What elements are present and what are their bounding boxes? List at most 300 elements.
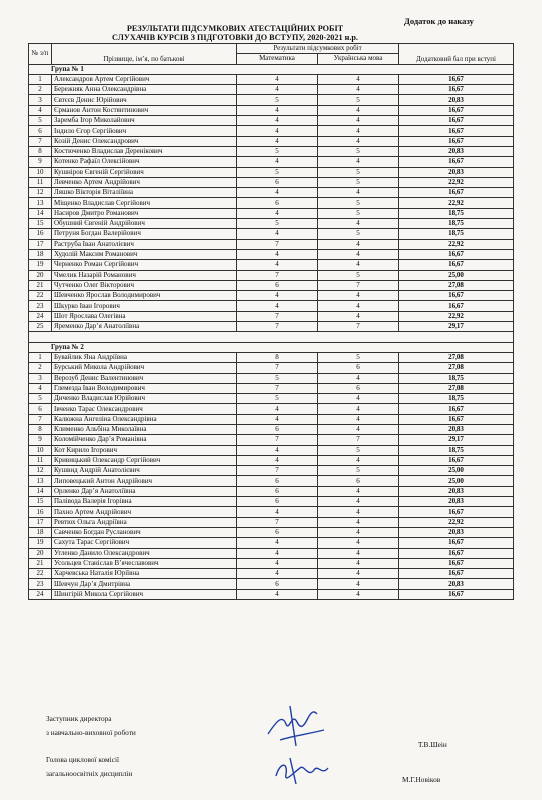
ukrainian-score: 5	[318, 167, 399, 177]
ukrainian-score: 4	[318, 507, 399, 517]
student-name: Котенко Рафаїл Олексійович	[52, 157, 237, 167]
ukrainian-score: 4	[318, 455, 399, 465]
student-name: Обушний Євгеній Андрійович	[52, 219, 237, 229]
row-number: 4	[29, 105, 52, 115]
ukrainian-score: 5	[318, 95, 399, 105]
math-score: 7	[237, 435, 318, 445]
row-number: 3	[29, 373, 52, 383]
ukrainian-score: 4	[318, 373, 399, 383]
row-number: 15	[29, 219, 52, 229]
head-name: М.Г.Новіков	[402, 775, 441, 784]
table-row	[29, 229, 514, 239]
math-score: 4	[237, 301, 318, 311]
student-name: Чмелик Назарій Романович	[52, 270, 237, 280]
student-name: Індило Єгор Сергійович	[52, 126, 237, 136]
student-name: Кушвид Андрій Анатолієвич	[52, 466, 237, 476]
ukrainian-score: 4	[318, 249, 399, 259]
bonus-score: 20,83	[399, 146, 514, 156]
row-number: 22	[29, 291, 52, 301]
table-row	[29, 497, 514, 507]
student-name: Усольцев Станіслав В’ячеславович	[52, 558, 237, 568]
math-score: 4	[237, 249, 318, 259]
bonus-score: 20,83	[399, 167, 514, 177]
table-row	[29, 167, 514, 177]
header-num: № з/п	[29, 44, 52, 65]
table-row	[29, 280, 514, 290]
math-score: 7	[237, 517, 318, 527]
results-body	[29, 64, 514, 599]
math-score: 4	[237, 445, 318, 455]
student-name: Ляшко Вікторія Віталіївна	[52, 188, 237, 198]
bonus-score: 16,67	[399, 74, 514, 84]
ukrainian-score: 5	[318, 146, 399, 156]
header-name: Прізвище, ім’я, по батькові	[52, 44, 237, 65]
row-number: 14	[29, 208, 52, 218]
bonus-score: 16,67	[399, 404, 514, 414]
document-title	[60, 24, 410, 42]
student-name: Сахута Тарас Сергійович	[52, 538, 237, 548]
row-number: 1	[29, 352, 52, 362]
bonus-score: 22,92	[399, 198, 514, 208]
bonus-score: 25,00	[399, 476, 514, 486]
table-row	[29, 260, 514, 270]
ukrainian-score: 5	[318, 177, 399, 187]
table-row	[29, 476, 514, 486]
student-name: Бурський Микола Андрійович	[52, 363, 237, 373]
row-number: 21	[29, 280, 52, 290]
math-score: 5	[237, 373, 318, 383]
row-number: 1	[29, 74, 52, 84]
row-number: 7	[29, 414, 52, 424]
bonus-score: 16,67	[399, 538, 514, 548]
table-row	[29, 455, 514, 465]
deputy-title-1: Заступник директора	[46, 714, 112, 723]
table-row	[29, 177, 514, 187]
math-score: 6	[237, 579, 318, 589]
deputy-title-2: з навчально-виховної роботи	[46, 728, 136, 737]
row-number: 15	[29, 497, 52, 507]
ukrainian-score: 4	[318, 569, 399, 579]
row-number: 18	[29, 527, 52, 537]
ukrainian-score: 7	[318, 322, 399, 332]
ukrainian-score: 4	[318, 291, 399, 301]
table-row	[29, 322, 514, 332]
row-number: 13	[29, 476, 52, 486]
math-score: 4	[237, 455, 318, 465]
ukrainian-score: 6	[318, 383, 399, 393]
bonus-score: 16,67	[399, 548, 514, 558]
math-score: 6	[237, 280, 318, 290]
row-number: 12	[29, 466, 52, 476]
student-name: Петруня Богдан Валерійович	[52, 229, 237, 239]
math-score: 6	[237, 177, 318, 187]
student-name: Верозуб Денис Валентинович	[52, 373, 237, 383]
bonus-score: 20,83	[399, 486, 514, 496]
header-row-1	[29, 44, 514, 54]
math-score: 4	[237, 116, 318, 126]
student-name: Савченко Богдан Русланович	[52, 527, 237, 537]
row-number: 25	[29, 322, 52, 332]
ukrainian-score: 4	[318, 486, 399, 496]
table-row	[29, 270, 514, 280]
student-name: Яременко Дар’я Анатоліївна	[52, 322, 237, 332]
row-number: 10	[29, 167, 52, 177]
math-score: 7	[237, 466, 318, 476]
row-number: 11	[29, 455, 52, 465]
ukrainian-score: 5	[318, 466, 399, 476]
table-row	[29, 589, 514, 599]
student-name: Диченко Владислав Юрійович	[52, 394, 237, 404]
student-name: Кот Кирило Ігорович	[52, 445, 237, 455]
ukrainian-score: 7	[318, 280, 399, 290]
bonus-score: 25,00	[399, 270, 514, 280]
ukrainian-score: 4	[318, 394, 399, 404]
student-name: Шот Ярослава Олегівна	[52, 311, 237, 321]
row-number: 6	[29, 404, 52, 414]
bonus-score: 16,67	[399, 558, 514, 568]
row-number: 12	[29, 188, 52, 198]
group-gap	[29, 332, 514, 342]
bonus-score: 16,67	[399, 105, 514, 115]
student-name: Харчевська Наталія Юріївна	[52, 569, 237, 579]
math-score: 4	[237, 126, 318, 136]
bonus-score: 20,83	[399, 424, 514, 434]
student-name: Глемезда Іван Володимирович	[52, 383, 237, 393]
bonus-score: 16,67	[399, 157, 514, 167]
math-score: 7	[237, 311, 318, 321]
bonus-score: 18,75	[399, 394, 514, 404]
student-name: Шевчун Дар’я Дмитрівна	[52, 579, 237, 589]
table-row	[29, 373, 514, 383]
ukrainian-score: 4	[318, 517, 399, 527]
ukrainian-score: 4	[318, 414, 399, 424]
bonus-score: 20,83	[399, 95, 514, 105]
ukrainian-score: 4	[318, 424, 399, 434]
student-name: Бережняк Анна Олександрівна	[52, 85, 237, 95]
table-row	[29, 404, 514, 414]
head-title-2: загальноосвітніх дисциплін	[46, 769, 133, 778]
table-row	[29, 414, 514, 424]
bonus-score: 16,67	[399, 126, 514, 136]
row-number: 5	[29, 116, 52, 126]
head-signature	[270, 754, 340, 788]
math-score: 4	[237, 538, 318, 548]
row-number: 2	[29, 85, 52, 95]
group-title: Група № 1	[29, 64, 514, 74]
header-math: Математика	[237, 54, 318, 64]
row-number: 3	[29, 95, 52, 105]
ukrainian-score: 4	[318, 85, 399, 95]
math-score: 6	[237, 476, 318, 486]
student-name: Чутченко Олег Вікторович	[52, 280, 237, 290]
ukrainian-score: 5	[318, 270, 399, 280]
bonus-score: 20,83	[399, 579, 514, 589]
group-title: Група № 2	[29, 342, 514, 352]
student-name: Коломійченко Дар’я Романівна	[52, 435, 237, 445]
row-number: 10	[29, 445, 52, 455]
results-table	[28, 43, 514, 600]
bonus-score: 16,67	[399, 414, 514, 424]
student-name: Шевченко Ярослав Володимирович	[52, 291, 237, 301]
student-name: Заремба Ігор Миколайович	[52, 116, 237, 126]
table-row	[29, 352, 514, 362]
row-number: 23	[29, 301, 52, 311]
student-name: Худолій Максим Романович	[52, 249, 237, 259]
math-score: 4	[237, 507, 318, 517]
table-row	[29, 558, 514, 568]
ukrainian-score: 4	[318, 301, 399, 311]
bonus-score: 16,67	[399, 249, 514, 259]
row-number: 16	[29, 507, 52, 517]
ukrainian-score: 5	[318, 229, 399, 239]
title-line-2: СЛУХАЧІВ КУРСІВ З ПІДГОТОВКИ ДО ВСТУПУ, 2020-2021 н.р.	[112, 33, 358, 42]
math-score: 4	[237, 85, 318, 95]
math-score: 6	[237, 198, 318, 208]
math-score: 6	[237, 527, 318, 537]
bonus-score: 16,67	[399, 455, 514, 465]
row-number: 23	[29, 579, 52, 589]
table-row	[29, 136, 514, 146]
row-number: 8	[29, 146, 52, 156]
row-number: 13	[29, 198, 52, 208]
row-number: 14	[29, 486, 52, 496]
math-score: 4	[237, 229, 318, 239]
row-number: 8	[29, 424, 52, 434]
table-row	[29, 486, 514, 496]
math-score: 7	[237, 383, 318, 393]
bonus-score: 29,17	[399, 435, 514, 445]
ukrainian-score: 4	[318, 527, 399, 537]
math-score: 7	[237, 363, 318, 373]
title-line-1: РЕЗУЛЬТАТИ ПІДСУМКОВИХ АТЕСТАЦІЙНИХ РОБІТ	[126, 24, 344, 33]
bonus-score: 18,75	[399, 445, 514, 455]
student-name: Пахно Артем Андрійович	[52, 507, 237, 517]
row-number: 7	[29, 136, 52, 146]
row-number: 17	[29, 239, 52, 249]
bonus-score: 22,92	[399, 239, 514, 249]
student-name: Орленко Дар’я Анатоліївна	[52, 486, 237, 496]
row-number: 19	[29, 260, 52, 270]
ukrainian-score: 4	[318, 136, 399, 146]
row-number: 16	[29, 229, 52, 239]
math-score: 7	[237, 270, 318, 280]
student-name: Липовецький Антон Андрійович	[52, 476, 237, 486]
ukrainian-score: 4	[318, 116, 399, 126]
math-score: 5	[237, 146, 318, 156]
math-score: 4	[237, 589, 318, 599]
row-number: 24	[29, 311, 52, 321]
math-score: 4	[237, 291, 318, 301]
math-score: 7	[237, 239, 318, 249]
math-score: 4	[237, 414, 318, 424]
math-score: 6	[237, 497, 318, 507]
table-row	[29, 116, 514, 126]
table-row	[29, 538, 514, 548]
table-row	[29, 569, 514, 579]
math-score: 4	[237, 105, 318, 115]
bonus-score: 27,08	[399, 280, 514, 290]
student-name: Козій Денис Олександрович	[52, 136, 237, 146]
header-results: Результати підсумкових робіт	[237, 44, 399, 54]
student-name: Клименко Альбіна Миколаївна	[52, 424, 237, 434]
ukrainian-score: 4	[318, 311, 399, 321]
bonus-score: 16,67	[399, 136, 514, 146]
ukrainian-score: 4	[318, 105, 399, 115]
gap-cell	[29, 332, 514, 342]
ukrainian-score: 4	[318, 497, 399, 507]
deputy-name: Т.В.Шеін	[418, 740, 447, 749]
ukrainian-score: 5	[318, 445, 399, 455]
bonus-score: 22,92	[399, 311, 514, 321]
math-score: 6	[237, 424, 318, 434]
table-row	[29, 146, 514, 156]
table-row	[29, 548, 514, 558]
table-row	[29, 157, 514, 167]
bonus-score: 16,67	[399, 507, 514, 517]
student-name: Шкурко Іван Ігорович	[52, 301, 237, 311]
annex-note: Додаток до наказу	[404, 16, 474, 26]
ukrainian-score: 4	[318, 558, 399, 568]
row-number: 9	[29, 157, 52, 167]
bonus-score: 20,83	[399, 527, 514, 537]
row-number: 20	[29, 548, 52, 558]
math-score: 5	[237, 167, 318, 177]
ukrainian-score: 4	[318, 126, 399, 136]
table-row	[29, 208, 514, 218]
math-score: 4	[237, 404, 318, 414]
ukrainian-score: 5	[318, 352, 399, 362]
math-score: 4	[237, 136, 318, 146]
ukrainian-score: 5	[318, 208, 399, 218]
bonus-score: 27,08	[399, 352, 514, 362]
table-row	[29, 301, 514, 311]
bonus-score: 22,92	[399, 177, 514, 187]
group-heading-row	[29, 64, 514, 74]
math-score: 4	[237, 548, 318, 558]
table-row	[29, 188, 514, 198]
ukrainian-score: 4	[318, 74, 399, 84]
bonus-score: 29,17	[399, 322, 514, 332]
student-name: Єрманов Антон Костянтинович	[52, 105, 237, 115]
row-number: 24	[29, 589, 52, 599]
table-row	[29, 105, 514, 115]
deputy-signature	[262, 700, 332, 750]
ukrainian-score: 6	[318, 476, 399, 486]
table-row	[29, 126, 514, 136]
table-row	[29, 435, 514, 445]
row-number: 22	[29, 569, 52, 579]
table-row	[29, 311, 514, 321]
ukrainian-score: 6	[318, 363, 399, 373]
row-number: 18	[29, 249, 52, 259]
row-number: 21	[29, 558, 52, 568]
row-number: 4	[29, 383, 52, 393]
bonus-score: 18,75	[399, 229, 514, 239]
row-number: 20	[29, 270, 52, 280]
bonus-score: 16,67	[399, 260, 514, 270]
bonus-score: 27,08	[399, 383, 514, 393]
math-score: 8	[237, 352, 318, 362]
table-row	[29, 394, 514, 404]
ukrainian-score: 4	[318, 589, 399, 599]
table-row	[29, 363, 514, 373]
table-row	[29, 219, 514, 229]
table-row	[29, 383, 514, 393]
row-number: 17	[29, 517, 52, 527]
ukrainian-score: 5	[318, 198, 399, 208]
student-name: Насиров Дмитро Романович	[52, 208, 237, 218]
math-score: 4	[237, 188, 318, 198]
group-heading-row	[29, 342, 514, 352]
row-number: 19	[29, 538, 52, 548]
table-row	[29, 466, 514, 476]
student-name: Ревтюх Ольга Андріївна	[52, 517, 237, 527]
math-score: 5	[237, 95, 318, 105]
student-name: Кривицький Олександр Сергійович	[52, 455, 237, 465]
math-score: 4	[237, 157, 318, 167]
math-score: 5	[237, 394, 318, 404]
bonus-score: 18,75	[399, 208, 514, 218]
math-score: 7	[237, 322, 318, 332]
ukrainian-score: 4	[318, 219, 399, 229]
student-name: Калюжна Ангеліна Олександрівна	[52, 414, 237, 424]
ukrainian-score: 4	[318, 239, 399, 249]
bonus-score: 22,92	[399, 517, 514, 527]
math-score: 4	[237, 558, 318, 568]
head-title-1: Голова циклової комісії	[46, 755, 119, 764]
student-name: Міщенко Владислав Сергійович	[52, 198, 237, 208]
table-row	[29, 527, 514, 537]
row-number: 2	[29, 363, 52, 373]
math-score: 4	[237, 74, 318, 84]
row-number: 6	[29, 126, 52, 136]
bonus-score: 27,08	[399, 363, 514, 373]
math-score: 4	[237, 569, 318, 579]
table-row	[29, 95, 514, 105]
bonus-score: 18,75	[399, 219, 514, 229]
student-name: Угленко Данило Олександрович	[52, 548, 237, 558]
row-number: 11	[29, 177, 52, 187]
table-row	[29, 198, 514, 208]
bonus-score: 16,67	[399, 569, 514, 579]
bonus-score: 16,67	[399, 301, 514, 311]
row-number: 5	[29, 394, 52, 404]
bonus-score: 16,67	[399, 116, 514, 126]
bonus-score: 16,67	[399, 589, 514, 599]
row-number: 9	[29, 435, 52, 445]
ukrainian-score: 4	[318, 260, 399, 270]
ukrainian-score: 4	[318, 157, 399, 167]
student-name: Александров Артем Сергійович	[52, 74, 237, 84]
math-score: 6	[237, 486, 318, 496]
table-row	[29, 517, 514, 527]
ukrainian-score: 4	[318, 538, 399, 548]
table-row	[29, 445, 514, 455]
student-name: Растрyба Іван Анатолієвич	[52, 239, 237, 249]
table-row	[29, 579, 514, 589]
ukrainian-score: 7	[318, 435, 399, 445]
ukrainian-score: 4	[318, 579, 399, 589]
student-name: Шингірій Микола Сергійович	[52, 589, 237, 599]
student-name: Бувайлик Яна Андріївна	[52, 352, 237, 362]
ukrainian-score: 4	[318, 548, 399, 558]
student-name: Палівода Валерія Ігорівна	[52, 497, 237, 507]
table-row	[29, 291, 514, 301]
ukrainian-score: 4	[318, 404, 399, 414]
student-name: Івченко Тарас Олександрович	[52, 404, 237, 414]
student-name: Євтєєв Денис Юрійович	[52, 95, 237, 105]
table-row	[29, 74, 514, 84]
